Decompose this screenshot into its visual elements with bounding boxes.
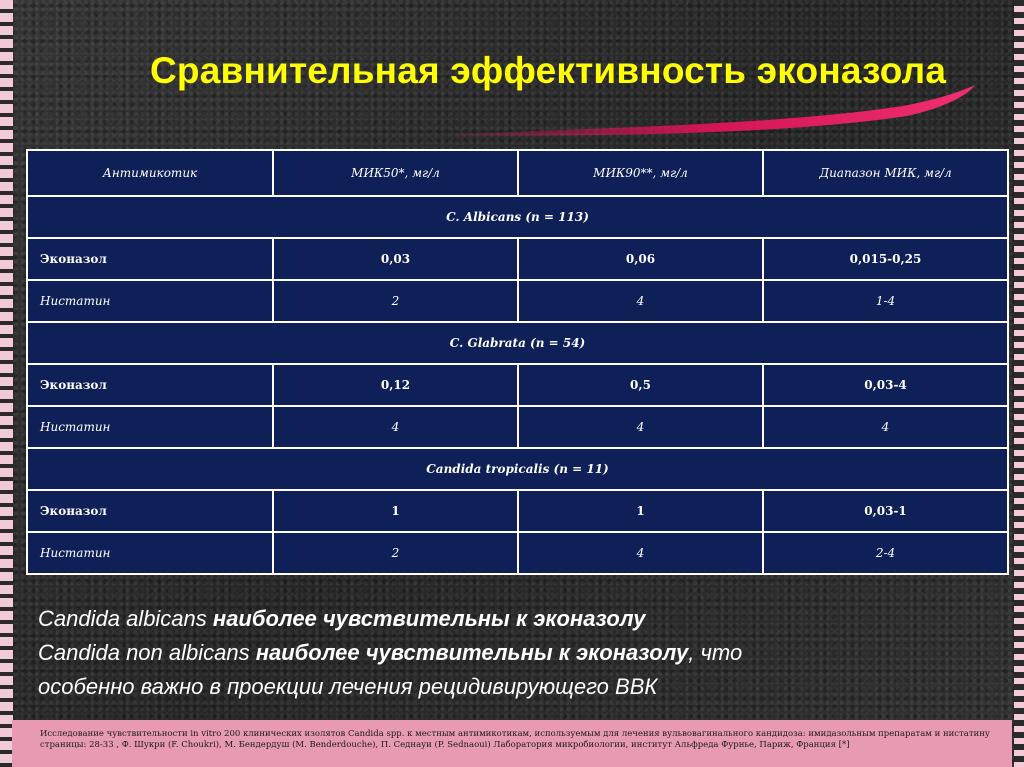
mic-comparison-table-container: [26, 149, 1007, 575]
mic-range-value: 4: [763, 406, 1008, 448]
mic50-value: 2: [273, 532, 518, 574]
group-row: [27, 322, 1008, 364]
pink-swoosh-decoration: [455, 84, 985, 144]
conclusion-species-non-albicans: Candida non albicans: [38, 640, 256, 665]
drug-name: Нистатин: [27, 532, 273, 574]
conclusion-species-albicans: Candida albicans: [38, 606, 213, 631]
table-row: [27, 490, 1008, 532]
right-decorative-strip: [1014, 0, 1024, 767]
mic50-value: 2: [273, 280, 518, 322]
conclusion-emphasis: наиболее чувствительны к эконазолу: [255, 640, 689, 665]
mic50-value: 1: [273, 490, 518, 532]
table-row: [27, 238, 1008, 280]
header-mic50: МИК50*, мг/л: [273, 150, 518, 196]
header-mic-range: Диапазон МИК, мг/л: [763, 150, 1008, 196]
mic90-value: 4: [518, 406, 763, 448]
group-label: Candida tropicalis (n = 11): [27, 448, 1008, 490]
mic50-value: 4: [273, 406, 518, 448]
mic-comparison-table: [26, 149, 1009, 575]
mic-range-value: 0,03-4: [763, 364, 1008, 406]
conclusion-line-1: [38, 602, 998, 636]
table-header-row: [27, 150, 1008, 196]
group-label: C. Albicans (n = 113): [27, 196, 1008, 238]
slide-title: Сравнительная эффективность эконазола: [150, 50, 947, 91]
conclusion-text: [38, 602, 998, 704]
drug-name: Эконазол: [27, 364, 273, 406]
mic-range-value: 0,015-0,25: [763, 238, 1008, 280]
table-row: [27, 532, 1008, 574]
mic90-value: 0,5: [518, 364, 763, 406]
mic90-value: 4: [518, 280, 763, 322]
drug-name: Эконазол: [27, 490, 273, 532]
mic-range-value: 0,03-1: [763, 490, 1008, 532]
table-row: [27, 406, 1008, 448]
conclusion-line-3: особенно важно в проекции лечения рецидивирующего ВВК: [38, 674, 658, 699]
mic-range-value: 2-4: [763, 532, 1008, 574]
mic90-value: 1: [518, 490, 763, 532]
group-row: [27, 196, 1008, 238]
header-mic90: МИК90**, мг/л: [518, 150, 763, 196]
mic-range-value: 1-4: [763, 280, 1008, 322]
conclusion-line-2: [38, 636, 998, 670]
group-row: [27, 448, 1008, 490]
drug-name: Нистатин: [27, 406, 273, 448]
table-row: [27, 364, 1008, 406]
drug-name: Нистатин: [27, 280, 273, 322]
conclusion-emphasis: наиболее чувствительны к эконазолу: [212, 606, 646, 631]
mic90-value: 0,06: [518, 238, 763, 280]
left-decorative-strip: [0, 0, 13, 767]
drug-name: Эконазол: [27, 238, 273, 280]
mic90-value: 4: [518, 532, 763, 574]
source-footnote: Исследование чувствительности in vitro 200 клинических изолятов Candida spp. к местным антимикотикам, используемым для лечения вульвовагинального кандидоза: имидазольным препаратам и нистатину страницы: 28-33 , Ф. Шукри (F. Choukri), М. Бендердуш (M. Benderdouche), П. Седнауи (P. Sednaoui) Лаборатория микробиологии, институт Альфреда Фурнье, Париж, Франция [*]: [40, 729, 990, 750]
mic50-value: 0,03: [273, 238, 518, 280]
header-antimycotic: Антимикотик: [27, 150, 273, 196]
mic50-value: 0,12: [273, 364, 518, 406]
table-row: [27, 280, 1008, 322]
group-label: C. Glabrata (n = 54): [27, 322, 1008, 364]
conclusion-continuation: , что: [688, 640, 743, 665]
